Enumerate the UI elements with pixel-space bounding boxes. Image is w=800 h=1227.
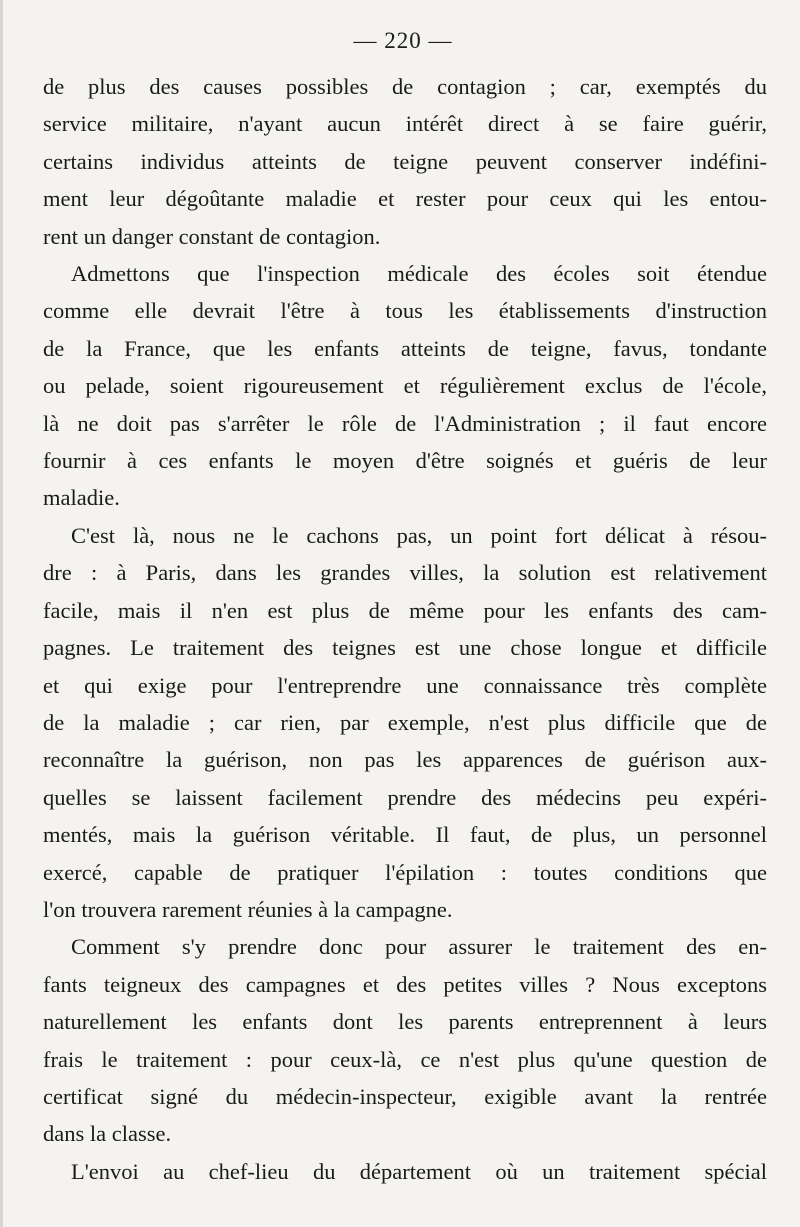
text-line: rent un danger constant de contagion. (43, 223, 381, 249)
text-line: ou pelade, soient rigoureusement et régulièrement exclus de l'école, (43, 373, 767, 399)
text-line: de la maladie ; car rien, par exemple, n'est plus difficile que de (43, 709, 767, 735)
text-line: pagnes. Le traitement des teignes est une chose longue et difficile (43, 635, 767, 661)
text-line: maladie. (43, 485, 120, 511)
text-line: dans la classe. (43, 1121, 172, 1147)
page-body (43, 68, 767, 1190)
text-line: L'envoi au chef-lieu du département où un traitement spécial (71, 1158, 767, 1184)
text-line: fants teigneux des campagnes et des petites villes ? Nous exceptons (43, 971, 767, 997)
paragraph (43, 1153, 767, 1190)
page-number: — 220 — (353, 28, 453, 53)
text-line: reconnaître la guérison, non pas les apparences de guérison aux- (43, 747, 767, 773)
text-line: là ne doit pas s'arrêter le rôle de l'Administration ; il faut encore (43, 410, 767, 436)
text-line: fournir à ces enfants le moyen d'être soignés et guéris de leur (43, 448, 767, 474)
text-line: Comment s'y prendre donc pour assurer le traitement des en- (71, 934, 767, 960)
text-line: ment leur dégoûtante maladie et rester pour ceux qui les entou- (43, 186, 767, 212)
text-line: comme elle devrait l'être à tous les établissements d'instruction (43, 298, 767, 324)
paragraph (43, 255, 767, 517)
paragraph (43, 928, 767, 1152)
text-line: frais le traitement : pour ceux-là, ce n'est plus qu'une question de (43, 1046, 767, 1072)
text-line: certains individus atteints de teigne peuvent conserver indéfini- (43, 148, 767, 174)
text-line: facile, mais il n'en est plus de même pour les enfants des cam- (43, 597, 767, 623)
paragraph (43, 68, 767, 255)
text-line: dre : à Paris, dans les grandes villes, la solution est relativement (43, 560, 767, 586)
paragraph (43, 517, 767, 928)
text-line: naturellement les enfants dont les parents entreprennent à leurs (43, 1009, 767, 1035)
text-line: mentés, mais la guérison véritable. Il faut, de plus, un personnel (43, 822, 767, 848)
text-line: de plus des causes possibles de contagion ; car, exemptés du (43, 74, 767, 99)
text-line: de la France, que les enfants atteints de teigne, favus, tondante (43, 335, 767, 361)
text-line: quelles se laissent facilement prendre des médecins peu expéri- (43, 784, 767, 810)
text-line: service militaire, n'ayant aucun intérêt direct à se faire guérir, (43, 111, 767, 137)
text-line: et qui exige pour l'entreprendre une connaissance très complète (43, 672, 767, 698)
text-line: certificat signé du médecin-inspecteur, exigible avant la rentrée (43, 1083, 767, 1109)
text-line: l'on trouvera rarement réunies à la campagne. (43, 896, 453, 922)
text-line: Admettons que l'inspection médicale des écoles soit étendue (71, 261, 767, 287)
text-line: exercé, capable de pratiquer l'épilation : toutes conditions que (43, 859, 767, 885)
text-line: C'est là, nous ne le cachons pas, un point fort délicat à résou- (71, 522, 767, 548)
